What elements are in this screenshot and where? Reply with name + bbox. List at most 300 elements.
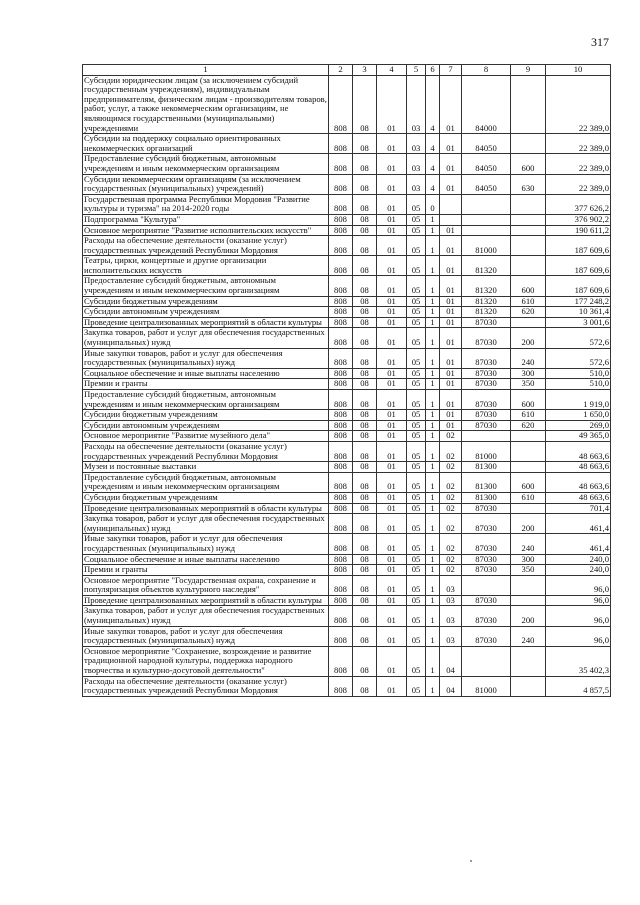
row-code: 1: [426, 441, 440, 461]
row-code: 808: [329, 575, 353, 595]
row-code: 05: [407, 276, 426, 296]
row-code: 08: [353, 595, 377, 606]
table-row: [83, 554, 611, 565]
table-row: [83, 348, 611, 368]
row-code: 03: [440, 626, 462, 646]
row-code: 84000: [462, 75, 511, 134]
row-code: 01: [440, 296, 462, 307]
row-code: 02: [440, 441, 462, 461]
row-amount: 240,0: [546, 565, 611, 576]
row-code: 81320: [462, 256, 511, 276]
row-code: 1: [426, 307, 440, 318]
row-code: 01: [377, 75, 407, 134]
column-header: 7: [440, 65, 462, 76]
row-code: 05: [407, 676, 426, 696]
row-code: 05: [407, 534, 426, 554]
row-code: 81300: [462, 472, 511, 492]
row-description: Закупка товаров, работ и услуг для обеспечения государственных (муниципальных) нужд: [83, 514, 329, 534]
row-code: [511, 225, 546, 236]
row-code: 808: [329, 472, 353, 492]
row-description: Иные закупки товаров, работ и услуг для обеспечения государственных (муниципальных) нужд: [83, 348, 329, 368]
table-row: [83, 390, 611, 410]
row-code: 01: [377, 296, 407, 307]
row-code: 808: [329, 420, 353, 431]
row-code: [511, 214, 546, 225]
row-description: Расходы на обеспечение деятельности (оказание услуг) государственных учреждений Республики Мордовия: [83, 236, 329, 256]
row-code: 08: [353, 154, 377, 174]
row-code: 08: [353, 348, 377, 368]
row-code: 01: [377, 379, 407, 390]
row-code: 808: [329, 534, 353, 554]
row-code: 08: [353, 462, 377, 473]
row-code: 01: [440, 256, 462, 276]
row-code: 01: [377, 307, 407, 318]
row-code: 1: [426, 626, 440, 646]
row-code: 81000: [462, 236, 511, 256]
row-code: 808: [329, 676, 353, 696]
row-code: 01: [377, 626, 407, 646]
table-body: [83, 75, 611, 696]
row-code: 05: [407, 390, 426, 410]
row-code: 01: [377, 503, 407, 514]
row-code: 08: [353, 225, 377, 236]
row-code: 1: [426, 328, 440, 348]
row-code: 01: [377, 174, 407, 194]
row-code: 01: [377, 565, 407, 576]
row-code: 08: [353, 368, 377, 379]
table-row: [83, 420, 611, 431]
row-description: Субсидии автономным учреждениям: [83, 420, 329, 431]
row-code: 08: [353, 503, 377, 514]
row-code: [440, 194, 462, 214]
row-code: 87030: [462, 368, 511, 379]
row-amount: 22 389,0: [546, 134, 611, 154]
row-description: Премии и гранты: [83, 379, 329, 390]
row-code: 84050: [462, 154, 511, 174]
row-description: Расходы на обеспечение деятельности (оказание услуг) государственных учреждений Республики Мордовия: [83, 676, 329, 696]
row-code: 1: [426, 492, 440, 503]
row-code: 08: [353, 379, 377, 390]
row-code: 01: [377, 472, 407, 492]
row-code: [511, 503, 546, 514]
row-description: Театры, цирки, концертные и другие организации исполнительских искусств: [83, 256, 329, 276]
table-row: [83, 462, 611, 473]
table-row: [83, 276, 611, 296]
row-code: 630: [511, 174, 546, 194]
row-code: 08: [353, 472, 377, 492]
row-code: 03: [440, 575, 462, 595]
row-description: Основное мероприятие "Государственная охрана, сохранение и популяризация объектов культурного наследия": [83, 575, 329, 595]
row-amount: 510,0: [546, 368, 611, 379]
row-code: 87030: [462, 410, 511, 421]
row-code: 87030: [462, 379, 511, 390]
row-code: 808: [329, 626, 353, 646]
row-code: 01: [440, 317, 462, 328]
row-amount: 240,0: [546, 554, 611, 565]
row-code: 01: [377, 410, 407, 421]
row-code: 81320: [462, 296, 511, 307]
row-code: 01: [440, 390, 462, 410]
row-code: 01: [377, 214, 407, 225]
row-code: 1: [426, 534, 440, 554]
row-code: 808: [329, 606, 353, 626]
row-amount: 187 609,6: [546, 236, 611, 256]
row-code: 01: [377, 420, 407, 431]
row-code: 600: [511, 154, 546, 174]
table-row: [83, 194, 611, 214]
table-row: [83, 676, 611, 696]
row-amount: 177 248,2: [546, 296, 611, 307]
row-amount: 96,0: [546, 606, 611, 626]
row-code: 1: [426, 225, 440, 236]
row-code: 03: [407, 134, 426, 154]
row-code: 05: [407, 626, 426, 646]
row-code: [511, 441, 546, 461]
table-row: [83, 595, 611, 606]
table-row: [83, 307, 611, 318]
row-amount: 4 857,5: [546, 676, 611, 696]
row-code: 01: [440, 420, 462, 431]
row-amount: 48 663,6: [546, 472, 611, 492]
row-code: 808: [329, 646, 353, 676]
row-amount: 572,6: [546, 348, 611, 368]
row-code: 05: [407, 595, 426, 606]
row-code: 01: [377, 646, 407, 676]
row-code: 808: [329, 256, 353, 276]
row-code: [462, 214, 511, 225]
row-code: 01: [377, 595, 407, 606]
row-description: Государственная программа Республики Мордовия "Развитие культуры и туризма" на 2014-2020 годы: [83, 194, 329, 214]
row-amount: 48 663,6: [546, 441, 611, 461]
row-description: Основное мероприятие "Развитие исполнительских искусств": [83, 225, 329, 236]
row-amount: 49 365,0: [546, 431, 611, 442]
row-code: 1: [426, 368, 440, 379]
row-code: 808: [329, 492, 353, 503]
row-code: 01: [440, 368, 462, 379]
row-code: 02: [440, 565, 462, 576]
row-code: 1: [426, 514, 440, 534]
row-code: 08: [353, 676, 377, 696]
table-row: [83, 214, 611, 225]
row-code: 01: [440, 410, 462, 421]
row-amount: 187 609,6: [546, 256, 611, 276]
table-row: [83, 431, 611, 442]
row-amount: 377 626,2: [546, 194, 611, 214]
row-code: 1: [426, 575, 440, 595]
row-amount: 22 389,0: [546, 154, 611, 174]
row-code: 05: [407, 554, 426, 565]
row-amount: 96,0: [546, 595, 611, 606]
row-code: 87030: [462, 503, 511, 514]
row-code: 08: [353, 565, 377, 576]
table-row: [83, 154, 611, 174]
row-code: 01: [377, 276, 407, 296]
row-code: 04: [440, 646, 462, 676]
row-code: 600: [511, 276, 546, 296]
row-code: [511, 317, 546, 328]
row-code: 03: [440, 595, 462, 606]
row-code: 05: [407, 441, 426, 461]
row-code: 01: [377, 134, 407, 154]
row-code: [462, 646, 511, 676]
row-code: 01: [440, 328, 462, 348]
row-amount: 376 902,2: [546, 214, 611, 225]
row-code: 03: [407, 75, 426, 134]
row-code: 808: [329, 154, 353, 174]
row-description: Основное мероприятие "Сохранение, возрождение и развитие традиционной народной культуры, поддержка народного творчества и культурно-досуговой деятельности": [83, 646, 329, 676]
row-code: 1: [426, 410, 440, 421]
row-description: Социальное обеспечение и иные выплаты населению: [83, 368, 329, 379]
row-code: 01: [440, 348, 462, 368]
row-description: Субсидии автономным учреждениям: [83, 307, 329, 318]
row-code: 01: [377, 431, 407, 442]
row-description: Проведение централизованных мероприятий в области культуры: [83, 503, 329, 514]
row-code: 01: [377, 256, 407, 276]
row-code: 200: [511, 606, 546, 626]
row-code: 87030: [462, 606, 511, 626]
row-code: 02: [440, 554, 462, 565]
row-code: 03: [440, 606, 462, 626]
row-code: 05: [407, 236, 426, 256]
row-code: 08: [353, 514, 377, 534]
row-code: 350: [511, 379, 546, 390]
table-row: [83, 75, 611, 134]
table-row: [83, 328, 611, 348]
column-header: 5: [407, 65, 426, 76]
table-row: [83, 492, 611, 503]
row-code: 808: [329, 410, 353, 421]
row-code: 87030: [462, 328, 511, 348]
table-row: [83, 296, 611, 307]
row-code: 05: [407, 565, 426, 576]
row-code: 01: [377, 390, 407, 410]
row-code: 1: [426, 256, 440, 276]
column-header: 6: [426, 65, 440, 76]
row-code: 01: [377, 328, 407, 348]
row-code: 04: [440, 676, 462, 696]
row-description: Предоставление субсидий бюджетным, автономным учреждениям и иным некоммерческим организациям: [83, 390, 329, 410]
row-code: 808: [329, 554, 353, 565]
row-code: 05: [407, 462, 426, 473]
row-code: 87030: [462, 595, 511, 606]
table-row: [83, 236, 611, 256]
row-code: 01: [377, 676, 407, 696]
row-amount: 96,0: [546, 575, 611, 595]
table-row: [83, 410, 611, 421]
row-description: Субсидии бюджетным учреждениям: [83, 410, 329, 421]
row-amount: 510,0: [546, 379, 611, 390]
row-code: 08: [353, 194, 377, 214]
row-amount: 10 361,4: [546, 307, 611, 318]
row-code: 620: [511, 420, 546, 431]
row-code: 05: [407, 317, 426, 328]
row-description: Предоставление субсидий бюджетным, автономным учреждениям и иным некоммерческим организациям: [83, 276, 329, 296]
row-code: 08: [353, 276, 377, 296]
row-code: 08: [353, 534, 377, 554]
row-code: [511, 676, 546, 696]
row-code: [511, 256, 546, 276]
table-row: [83, 317, 611, 328]
row-code: 808: [329, 328, 353, 348]
row-code: 87030: [462, 565, 511, 576]
row-code: 05: [407, 472, 426, 492]
row-code: 808: [329, 134, 353, 154]
row-code: 1: [426, 462, 440, 473]
row-code: 808: [329, 225, 353, 236]
row-code: 350: [511, 565, 546, 576]
row-code: 05: [407, 503, 426, 514]
row-code: 240: [511, 348, 546, 368]
row-description: Предоставление субсидий бюджетным, автономным учреждениям и иным некоммерческим организациям: [83, 154, 329, 174]
row-code: 05: [407, 307, 426, 318]
row-code: [511, 462, 546, 473]
row-code: [511, 134, 546, 154]
table-row: [83, 174, 611, 194]
row-code: 600: [511, 472, 546, 492]
column-header: 10: [546, 65, 611, 76]
row-code: 01: [377, 441, 407, 461]
row-code: 1: [426, 379, 440, 390]
row-amount: 1 919,0: [546, 390, 611, 410]
row-code: 08: [353, 214, 377, 225]
page-number: 317: [591, 35, 609, 49]
row-code: 05: [407, 256, 426, 276]
row-code: 808: [329, 296, 353, 307]
row-code: 81320: [462, 307, 511, 318]
row-code: 808: [329, 236, 353, 256]
row-code: 808: [329, 75, 353, 134]
row-code: 87030: [462, 554, 511, 565]
row-code: 05: [407, 514, 426, 534]
table-row: [83, 368, 611, 379]
row-description: Закупка товаров, работ и услуг для обеспечения государственных (муниципальных) нужд: [83, 328, 329, 348]
row-code: 84050: [462, 174, 511, 194]
row-code: 08: [353, 174, 377, 194]
row-code: 1: [426, 317, 440, 328]
row-code: 05: [407, 492, 426, 503]
row-description: Социальное обеспечение и иные выплаты населению: [83, 554, 329, 565]
row-code: 4: [426, 154, 440, 174]
row-code: 200: [511, 514, 546, 534]
row-code: 01: [440, 225, 462, 236]
row-code: 08: [353, 317, 377, 328]
table-row: [83, 503, 611, 514]
row-code: 01: [377, 236, 407, 256]
row-amount: 35 402,3: [546, 646, 611, 676]
row-code: 08: [353, 236, 377, 256]
row-code: 01: [377, 606, 407, 626]
row-amount: 572,6: [546, 328, 611, 348]
column-header: 1: [83, 65, 329, 76]
row-description: Премии и гранты: [83, 565, 329, 576]
row-code: 08: [353, 134, 377, 154]
row-code: 01: [377, 154, 407, 174]
row-code: 610: [511, 410, 546, 421]
row-code: 01: [377, 317, 407, 328]
row-code: 05: [407, 410, 426, 421]
row-code: 81300: [462, 492, 511, 503]
row-description: Субсидии на поддержку социально ориентированных некоммерческих организаций: [83, 134, 329, 154]
row-code: 1: [426, 276, 440, 296]
row-code: 08: [353, 492, 377, 503]
row-code: 02: [440, 534, 462, 554]
row-code: 01: [440, 379, 462, 390]
table-row: [83, 134, 611, 154]
row-code: 200: [511, 328, 546, 348]
row-code: 01: [377, 492, 407, 503]
row-code: [440, 214, 462, 225]
row-amount: 96,0: [546, 626, 611, 646]
row-code: [511, 431, 546, 442]
row-code: 01: [440, 154, 462, 174]
row-code: 08: [353, 420, 377, 431]
row-code: 808: [329, 307, 353, 318]
row-amount: 3 001,6: [546, 317, 611, 328]
row-code: 1: [426, 236, 440, 256]
row-code: 01: [440, 276, 462, 296]
row-code: 05: [407, 225, 426, 236]
row-description: Подпрограмма "Культура": [83, 214, 329, 225]
row-code: 808: [329, 595, 353, 606]
row-description: Субсидии бюджетным учреждениям: [83, 492, 329, 503]
row-code: 02: [440, 431, 462, 442]
row-code: 0: [426, 194, 440, 214]
row-code: 01: [440, 75, 462, 134]
row-code: 81000: [462, 441, 511, 461]
row-code: 1: [426, 420, 440, 431]
row-code: 4: [426, 174, 440, 194]
row-code: 05: [407, 296, 426, 307]
row-code: 08: [353, 75, 377, 134]
row-code: 08: [353, 307, 377, 318]
row-code: 87030: [462, 390, 511, 410]
row-code: 01: [440, 134, 462, 154]
table-row: [83, 379, 611, 390]
column-header: 8: [462, 65, 511, 76]
row-code: 1: [426, 431, 440, 442]
table-row: [83, 225, 611, 236]
row-amount: 187 609,6: [546, 276, 611, 296]
row-code: 05: [407, 646, 426, 676]
row-code: 01: [377, 575, 407, 595]
row-code: 01: [440, 236, 462, 256]
row-code: 1: [426, 565, 440, 576]
row-description: Субсидии некоммерческим организациям (за исключением государственных (муниципальных) учреждений): [83, 174, 329, 194]
row-code: 01: [440, 174, 462, 194]
row-code: [462, 431, 511, 442]
row-code: 01: [377, 368, 407, 379]
row-amount: 190 611,2: [546, 225, 611, 236]
row-code: 81320: [462, 276, 511, 296]
row-code: 05: [407, 194, 426, 214]
row-amount: 461,4: [546, 514, 611, 534]
row-code: 03: [407, 154, 426, 174]
row-code: 02: [440, 462, 462, 473]
row-code: 808: [329, 390, 353, 410]
table-row: [83, 575, 611, 595]
scan-mark: [470, 860, 472, 862]
row-code: 01: [377, 348, 407, 368]
row-code: [462, 194, 511, 214]
row-description: Иные закупки товаров, работ и услуг для обеспечения государственных (муниципальных) нужд: [83, 534, 329, 554]
row-description: Закупка товаров, работ и услуг для обеспечения государственных (муниципальных) нужд: [83, 606, 329, 626]
row-code: 240: [511, 626, 546, 646]
row-code: 808: [329, 431, 353, 442]
row-code: 1: [426, 348, 440, 368]
table-row: [83, 646, 611, 676]
row-code: 05: [407, 379, 426, 390]
row-code: 05: [407, 431, 426, 442]
